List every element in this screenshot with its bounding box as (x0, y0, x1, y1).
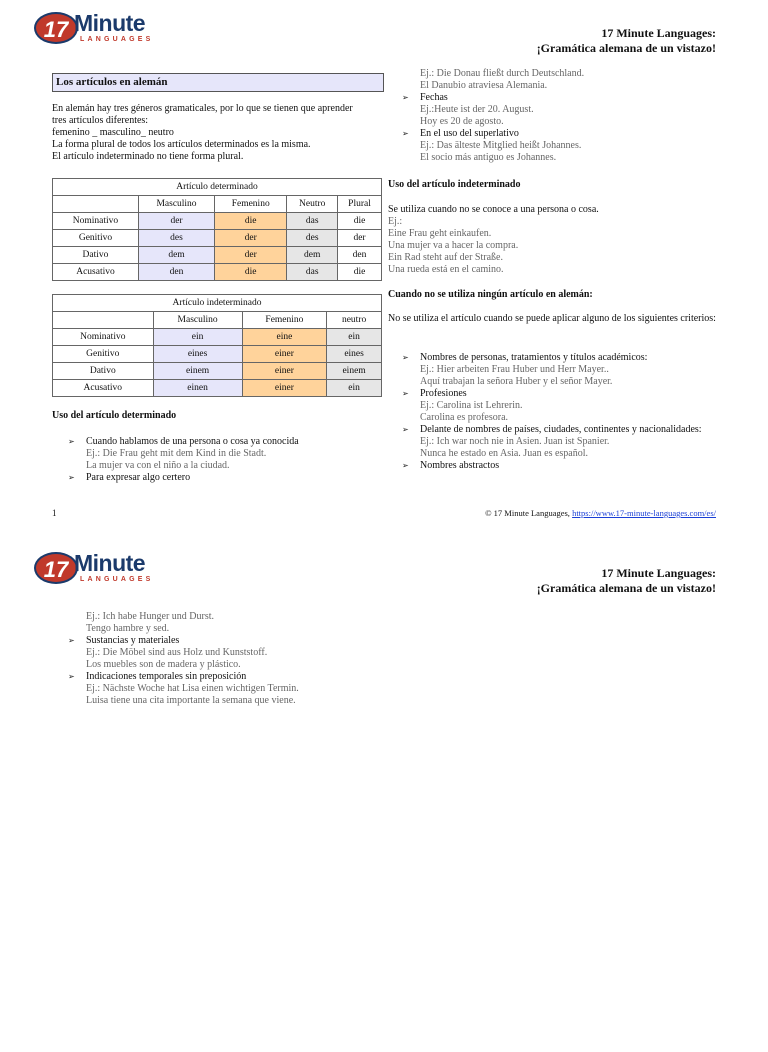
table-cell: eines (153, 346, 242, 363)
table-cell: die (338, 213, 382, 230)
table-cell: die (215, 213, 287, 230)
table-cell: einer (242, 346, 327, 363)
header-line-2: ¡Gramática alemana de un vistazo! (536, 581, 716, 595)
page-2-list (52, 611, 452, 707)
uso-determinado-list (52, 436, 382, 484)
list-item: Hoy es 20 de agosto. (420, 116, 504, 127)
table-cell: das (287, 264, 338, 281)
table-cell: die (215, 264, 287, 281)
list-item: Ej.: Die Frau geht mit dem Kind in die Stadt. (86, 448, 267, 459)
table-cell: ein (327, 329, 382, 346)
list-item: ➢ Cuando hablamos de una persona o cosa ya conocida (52, 436, 382, 448)
list-item: ➢ Para expresar algo certero (52, 472, 382, 484)
logo-subtitle: LANGUAGES (80, 576, 154, 583)
table-cell: der (138, 213, 214, 230)
table-cell: Nominativo (53, 213, 139, 230)
intro-line: femenino _ masculino_ neutro (52, 127, 174, 138)
table-cell: das (287, 213, 338, 230)
logo-number: 17 (34, 12, 78, 44)
table-cell: der (215, 230, 287, 247)
table-cell: Acusativo (53, 264, 139, 281)
list-item: ➢ Nombres de personas, tratamientos y títulos académicos: (386, 352, 718, 364)
list-item: El Danubio atraviesa Alemania. (420, 80, 548, 91)
table-cell: Acusativo (53, 380, 154, 397)
intro-line: tres artículos diferentes: (52, 115, 149, 126)
header-line-1: 17 Minute Languages: (601, 26, 716, 40)
table-cell: die (338, 264, 382, 281)
table-row (53, 329, 382, 346)
header-line-2: ¡Gramática alemana de un vistazo! (536, 41, 716, 55)
table-row (53, 363, 382, 380)
intro-line: El artículo indeterminado no tiene forma plural. (52, 151, 244, 162)
table-cell: dem (138, 247, 214, 264)
table-header-cell: Masculino (153, 312, 242, 329)
list-item: Ej.: Die Möbel sind aus Holz und Kunststoff. (86, 647, 268, 658)
table-title: Artículo determinado (53, 179, 382, 196)
list-item: Tengo hambre y sed. (86, 623, 170, 634)
right-column-list (386, 68, 718, 164)
table-cell: eines (327, 346, 382, 363)
indefinite-article-table (52, 294, 382, 397)
page-header (537, 566, 716, 596)
ningun-articulo-heading: Cuando no se utiliza ningún artículo en alemán: (388, 289, 593, 300)
table-row (53, 213, 382, 230)
header-line-1: 17 Minute Languages: (601, 566, 716, 580)
document-page-1 (0, 0, 768, 518)
table-cell: Genitivo (53, 346, 154, 363)
table-cell: Dativo (53, 247, 139, 264)
list-item: Ej.: Nächste Woche hat Lisa einen wichtigen Termin. (86, 683, 299, 694)
table-cell: des (287, 230, 338, 247)
table-cell: einen (153, 380, 242, 397)
table-cell: einem (153, 363, 242, 380)
text-line: Una mujer va a hacer la compra. (388, 240, 519, 251)
list-item: ➢ Delante de nombres de países, ciudades, continentes y nacionalidades: (386, 424, 718, 436)
logo-word: Minute (74, 550, 146, 576)
company-logo (34, 552, 158, 588)
footer-credit (485, 508, 716, 518)
list-item: ➢ Sustancias y materiales (52, 635, 452, 647)
table-header-cell: Femenino (242, 312, 327, 329)
table-header-cell (53, 312, 154, 329)
table-cell: einem (327, 363, 382, 380)
table-row (53, 380, 382, 397)
table-row (53, 230, 382, 247)
table-cell: den (138, 264, 214, 281)
list-item: Nunca he estado en Asia. Juan es español. (420, 448, 589, 459)
table-header-cell: Neutro (287, 196, 338, 213)
list-item: Aquí trabajan la señora Huber y el señor Mayer. (420, 376, 613, 387)
list-item: ➢ Fechas (386, 92, 718, 104)
section-title: Los artículos en alemán (52, 73, 384, 92)
intro-line: En alemán hay tres géneros gramaticales, por lo que se tienen que aprender (52, 103, 353, 114)
table-header-cell: Plural (338, 196, 382, 213)
intro-line: La forma plural de todos los artículos determinados es la misma. (52, 139, 311, 150)
list-item: Carolina es profesora. (420, 412, 509, 423)
uso-indeterminado-text (388, 204, 718, 276)
table-cell: der (338, 230, 382, 247)
list-item: ➢ Profesiones (386, 388, 718, 400)
footer-copyright: © 17 Minute Languages, (485, 508, 570, 518)
table-cell: eine (242, 329, 327, 346)
table-cell: einer (242, 380, 327, 397)
table-cell: Nominativo (53, 329, 154, 346)
list-item: ➢ Indicaciones temporales sin preposición (52, 671, 452, 683)
page-number: 1 (52, 508, 57, 518)
list-item: Ej.: Ich war noch nie in Asien. Juan ist Spanier. (420, 436, 610, 447)
list-item: Ej.: Das älteste Mitglied heißt Johannes. (420, 140, 582, 151)
list-item: Ej.:Heute ist der 20. August. (420, 104, 534, 115)
text-line: Una rueda está en el camino. (388, 264, 504, 275)
footer-link[interactable]: https://www.17-minute-languages.com/es/ (572, 508, 716, 518)
list-item: Ej.: Ich habe Hunger und Durst. (86, 611, 215, 622)
table-cell: der (215, 247, 287, 264)
list-item: Luisa tiene una cita importante la semana que viene. (86, 695, 296, 706)
table-cell: dem (287, 247, 338, 264)
table-cell: ein (153, 329, 242, 346)
text-line: Ein Rad steht auf der Straße. (388, 252, 503, 263)
ningun-articulo-intro: No se utiliza el artículo cuando se puede aplicar alguno de los siguientes criterios: (388, 313, 716, 324)
uso-indeterminado-heading: Uso del artículo indeterminado (388, 179, 521, 190)
uso-determinado-heading: Uso del artículo determinado (52, 410, 177, 421)
text-line: Ej.: (388, 216, 403, 227)
table-cell: des (138, 230, 214, 247)
table-title: Artículo indeterminado (53, 295, 382, 312)
table-header-cell: Masculino (138, 196, 214, 213)
text-line: Eine Frau geht einkaufen. (388, 228, 492, 239)
logo-number: 17 (34, 552, 78, 584)
list-item: El socio más antiguo es Johannes. (420, 152, 557, 163)
list-item: ➢ Nombres abstractos (386, 460, 718, 472)
intro-paragraph (52, 103, 382, 163)
text-line: Se utiliza cuando no se conoce a una persona o cosa. (388, 204, 599, 215)
table-header-cell (53, 196, 139, 213)
table-cell: einer (242, 363, 327, 380)
logo-subtitle: LANGUAGES (80, 36, 154, 43)
table-cell: ein (327, 380, 382, 397)
company-logo (34, 12, 158, 48)
list-item: Ej.: Carolina ist Lehrerin. (420, 400, 523, 411)
table-cell: Genitivo (53, 230, 139, 247)
list-item: ➢ En el uso del superlativo (386, 128, 718, 140)
table-cell: Dativo (53, 363, 154, 380)
table-row (53, 264, 382, 281)
list-item: Ej.: Die Donau fließt durch Deutschland. (420, 68, 585, 79)
table-header-cell: Femenino (215, 196, 287, 213)
table-row (53, 346, 382, 363)
table-row (53, 247, 382, 264)
definite-article-table (52, 178, 382, 281)
ningun-articulo-list (386, 352, 718, 472)
table-header-cell: neutro (327, 312, 382, 329)
list-item: La mujer va con el niño a la ciudad. (86, 460, 230, 471)
document-page-2 (0, 540, 768, 1052)
page-header (537, 26, 716, 56)
logo-word: Minute (74, 10, 146, 36)
list-item: Ej.: Hier arbeiten Frau Huber und Herr Mayer.. (420, 364, 609, 375)
list-item: Los muebles son de madera y plástico. (86, 659, 241, 670)
table-cell: den (338, 247, 382, 264)
